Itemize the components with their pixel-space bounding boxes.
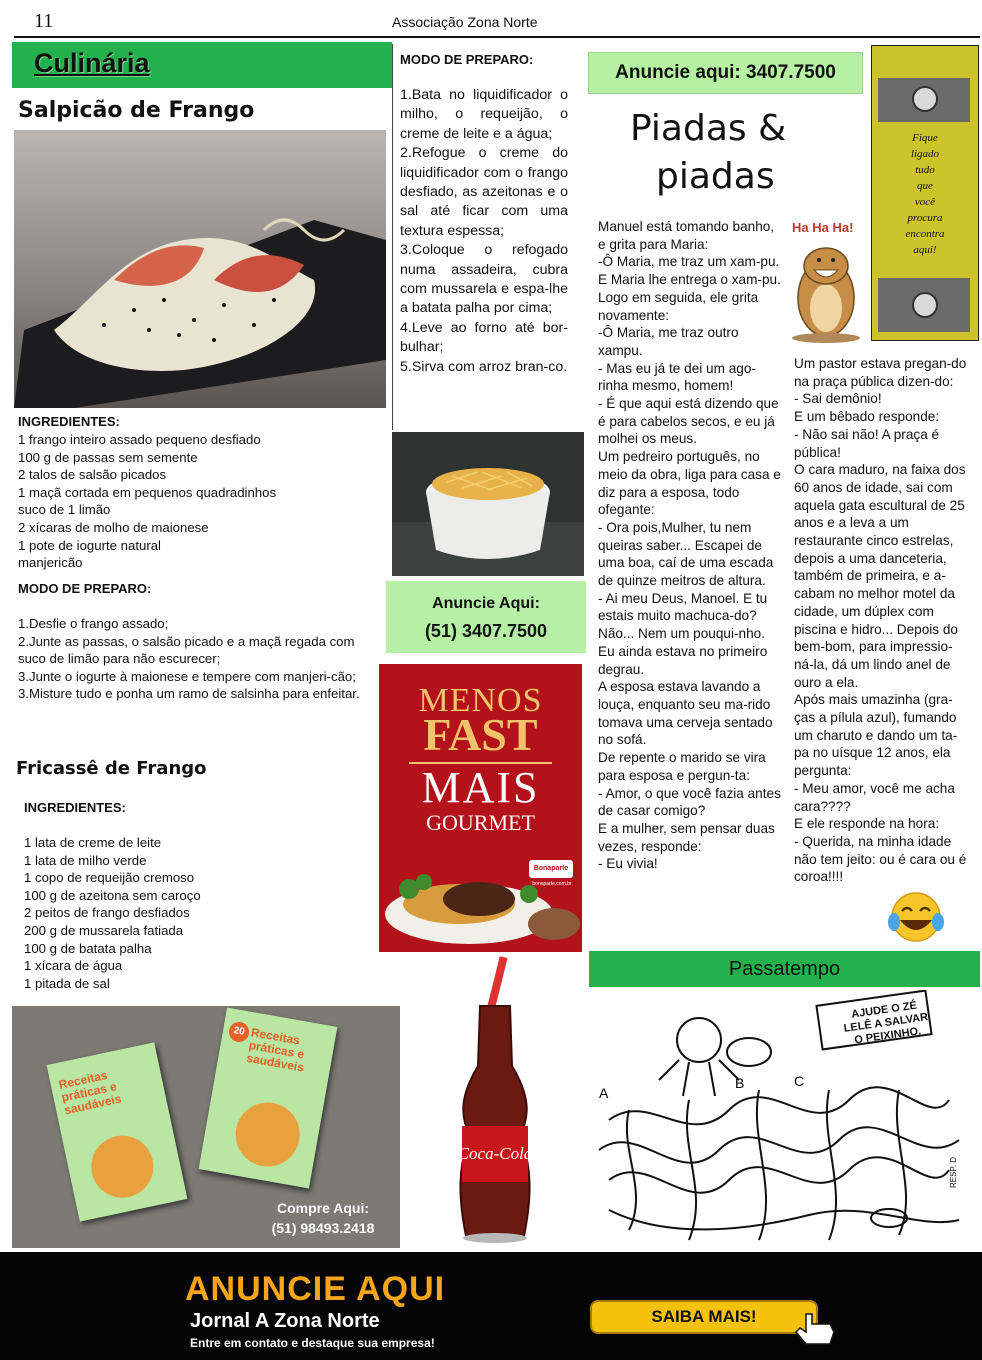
piadas-title-line2: piadas bbox=[656, 156, 775, 197]
maze-label-b: B bbox=[735, 1075, 745, 1091]
ad-menos-fast-mais-gourmet[interactable] bbox=[379, 664, 582, 952]
page-number: 11 bbox=[34, 10, 54, 32]
watch-face-bottom bbox=[912, 292, 938, 318]
laughing-mole-illustration bbox=[784, 218, 866, 344]
ad-anuncie-top[interactable]: Anuncie aqui: 3407.7500 bbox=[588, 52, 863, 94]
book-cover-right-plate bbox=[231, 1097, 305, 1171]
book-cta-line2: (51) 98493.2418 bbox=[271, 1220, 375, 1236]
ingredients-list-fricasse: 1 lata de creme de leite 1 lata de milho verde 1 copo de requeijão cremoso 100 g de azeitona sem caroço 2 peitos de frango desfiados 200 g de mussarela fatiada 100 g de batata palha 1 xícara de água 1 pitada de sal bbox=[24, 835, 201, 991]
laughing-emoji-icon bbox=[886, 890, 948, 944]
book-cover-right-title: Receitas práticas e saudáveis bbox=[245, 1025, 306, 1075]
book-cta-line1: Compre Aqui: bbox=[276, 1200, 370, 1216]
culinaria-section-bar bbox=[12, 42, 392, 88]
salpicao-photo bbox=[14, 130, 386, 408]
book-cover-number: 20 bbox=[227, 1020, 250, 1043]
section-title: Culinária bbox=[34, 48, 150, 78]
footer-saiba-mais-button[interactable]: SAIBA MAIS! bbox=[590, 1300, 818, 1334]
ad-fique-ligado[interactable] bbox=[871, 45, 979, 341]
ad-line-fast: FAST bbox=[423, 709, 538, 760]
method-label-salpicao: MODO DE PREPARO: bbox=[18, 581, 152, 596]
ingredients-list-salpicao: 1 frango inteiro assado pequeno desfiado 100 g de passas sem semente 2 talos de salsão picados 1 maçã cortada em pequenos quadradinhos suco de 1 limão 2 xícaras de molho de maionese 1 pote de iogurte natural manjericão bbox=[18, 432, 277, 571]
book-cover-left-plate bbox=[86, 1130, 160, 1204]
watch-image-bottom bbox=[878, 278, 970, 332]
ad-receitas-book[interactable] bbox=[12, 1006, 400, 1248]
hand-pointer-icon bbox=[790, 1308, 840, 1348]
maze-label-c: C bbox=[794, 1073, 805, 1089]
ad-line-mais: MAIS bbox=[421, 763, 540, 812]
watch-face-top bbox=[912, 86, 938, 112]
recipe-title-fricasse: Fricassê de Frango bbox=[16, 758, 207, 779]
ad-fique-ligado-text: Fique ligado tudo que você procura encontra aqui! bbox=[905, 132, 945, 256]
ad-line-menos: MENOS bbox=[418, 682, 543, 719]
ad-anuncie-green[interactable] bbox=[386, 581, 586, 653]
footer-ad-banner[interactable] bbox=[0, 1252, 982, 1360]
footer-subheadline: Jornal A Zona Norte bbox=[190, 1310, 380, 1332]
ad-coca-cola-bottle[interactable] bbox=[440, 956, 550, 1246]
footer-headline: ANUNCIE AQUI bbox=[185, 1270, 446, 1308]
coca-cola-label: Coca-Cola bbox=[457, 1144, 533, 1163]
ingredients-label-salpicao: INGREDIENTES: bbox=[18, 414, 120, 429]
jokes-column-right: Um pastor estava pregan-do na praça pública dizen-do: - Sai demônio! E um bêbado responde: - Não sai não! A praça é pública! O cara maduro, na faixa dos 60 anos de idade, sai com aquela gata escultural de 25 anos e a leva a um restaurante cinco estrelas, depois a uma danceteria, também de primeira, e a-cabam no melhor motel da cidade, um dúplex com piscina e hidro... Depois do bem-bom, para impressio-ná-la, dá um lindo anel de ouro a ela. Após mais umazinha (gra-ças a pílula azul), fumando um charuto e dando um ta-pa no uísque 12 anos, ela pergunta: - Meu amor, você me acha cara???? E ele responde na hora: - Querida, na minha idade não tem jeito: ou é cara ou é coroa!!!! bbox=[794, 356, 967, 885]
book-cover-left bbox=[47, 1042, 188, 1221]
book-cover-right bbox=[199, 1008, 338, 1189]
ad-line-gourmet: GOURMET bbox=[426, 810, 535, 835]
passatempo-title: Passatempo bbox=[728, 958, 841, 980]
method-label-fricasse: MODO DE PREPARO: bbox=[400, 52, 534, 67]
ad-anuncie-line1: Anuncie Aqui: bbox=[432, 595, 540, 612]
maze-signature: RESP. D bbox=[948, 1157, 958, 1188]
ingredients-label-fricasse: INGREDIENTES: bbox=[24, 800, 126, 815]
maze-label-a: A bbox=[599, 1085, 609, 1101]
column-divider bbox=[392, 44, 393, 430]
method-text-salpicao: 1.Desfie o frango assado; 2.Junte as passas, o salsão picado e a maçã regada com suco de limão para não escurecer; 3.Junte o iogurte à maionese e tempere com manjeri-cão; 3.Misture tudo e ponha um ramo de salsinha para enfeitar. bbox=[18, 616, 360, 702]
piadas-title-line1: Piadas & bbox=[630, 108, 787, 149]
method-text-fricasse: 1.Bata no liquidificador o milho, o requeijão, o creme de leite e a água; 2.Refogue o creme do liquidificador com o frango desfiado, as azeitonas e o sal até ficar com uma textura espessa; 3.Coloque o refogado numa assadeira, cubra com mussarela e espa-lhe a batata palha por cima; 4.Leve ao forno até bor-bulhar; 5.Sirva com arroz bran-co. bbox=[400, 87, 568, 375]
book-cover-left-title: Receitas práticas e saudáveis bbox=[57, 1067, 123, 1118]
ad-brand-site: bonaparte.com.br bbox=[532, 881, 572, 887]
ad-brand-bonaparte: Bonaparte bbox=[529, 860, 573, 878]
jokes-column-left: Manuel está tomando banho, e grita para Maria: -Ô Maria, me traz um xam-pu. E Maria lhe entrega o xam-pu. Logo em seguida, ele grita novamente: -Ô Maria, me traz outro xampu. - Mas eu já te dei um ago-rinha mesmo, homem! - É que aqui está dizendo que é para cabelos secos, e eu já molhei os meus. Um pedreiro português, no meio da obra, liga para casa e diz para a esposa, todo ofegante: - Ora pois,Mulher, tu nem queiras saber... Escapei de uma boa, caí de uma escada de quinze meitros de altura. - Ai meu Deus, Manoel. E tu estais muito machuca-do? Não... Nem um pouqui-nho. Eu ainda estava no primeiro degrau. A esposa estava lavando a louça, enquanto seu ma-rido tomava uma cerveja sentado no sofá. De repente o marido se vira para esposa e pergun-ta: - Amor, o que você fazia antes de casar comigo? E a mulher, sem pensar duas vezes, responde: - Eu vivia! bbox=[598, 219, 781, 872]
watch-image-top bbox=[878, 78, 970, 122]
passatempo-bar bbox=[589, 951, 980, 987]
maze-speech-bubble: AJUDE O ZÉ LELÊ A SALVAR O PEIXINHO. bbox=[843, 999, 929, 1047]
header-rule bbox=[14, 36, 980, 38]
haha-text: Ha Ha Ha! bbox=[792, 220, 854, 235]
recipe-title-salpicao: Salpicão de Frango bbox=[18, 98, 255, 123]
ad-anuncie-line2: (51) 3407.7500 bbox=[424, 621, 548, 641]
page-header: Associação Zona Norte bbox=[392, 14, 538, 30]
potato-sticks-photo bbox=[392, 432, 584, 576]
footer-tagline: Entre em contato e destaque sua empresa! bbox=[190, 1336, 435, 1350]
